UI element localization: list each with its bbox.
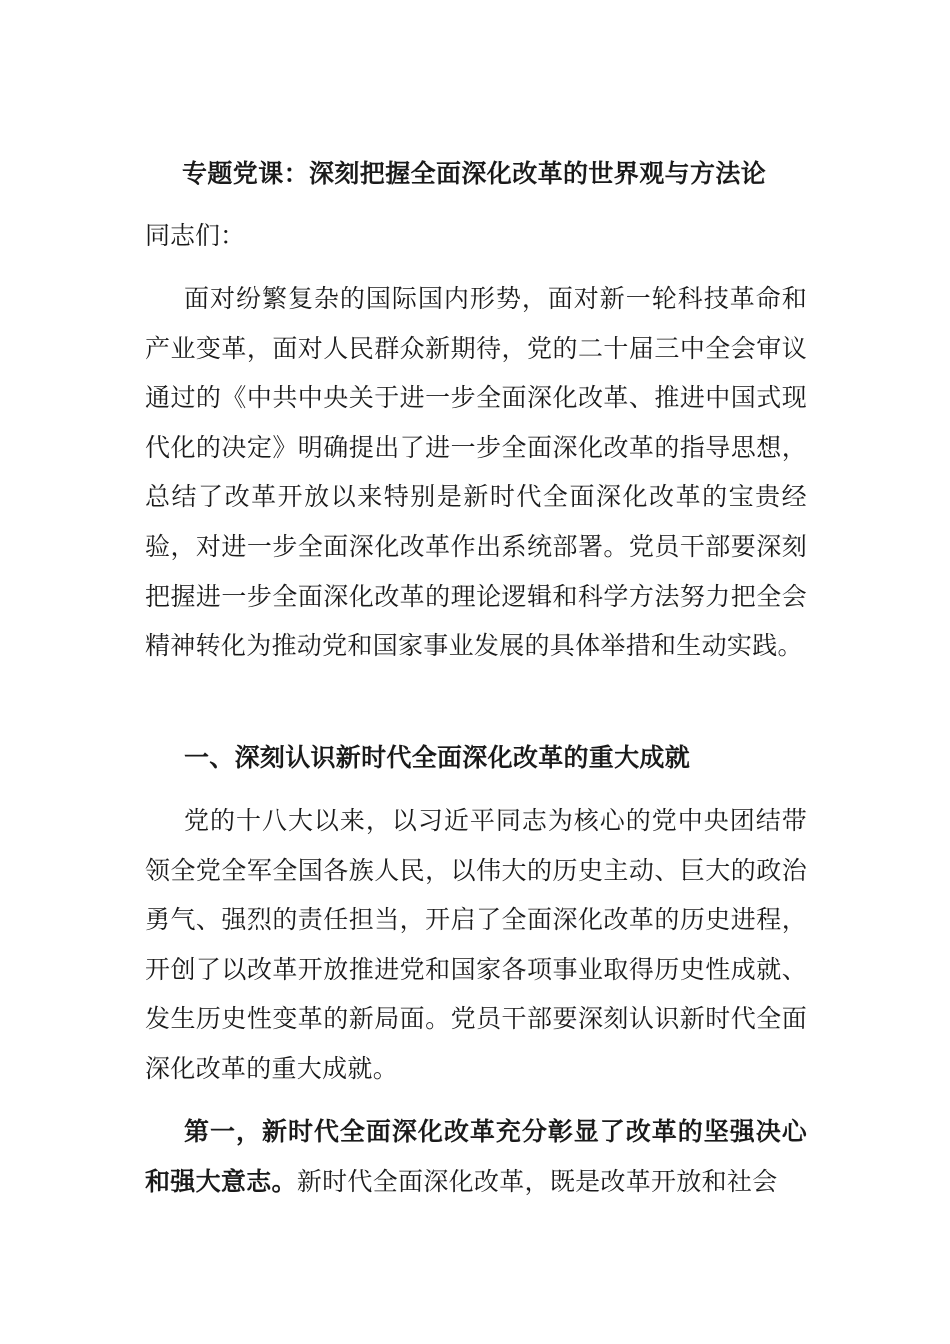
paragraph-intro: 面对纷繁复杂的国际国内形势，面对新一轮科技革命和产业变革，面对人民群众新期待，党的二十届三中全会审议通过的《中共中央关于进一步全面深化改革、推进中国式现代化的决定》明确提出了进一步全面深化改革的指导思想，总结了改革开放以来特别是新时代全面深化改革的宝贵经验，对进一步全面深化改革作出系统部署。党员干部要深刻把握进一步全面深化改革的理论逻辑和科学方法努力把全会精神转化为推动党和国家事业发展的具体举措和生动实践。 bbox=[145, 284, 807, 661]
document-title: 专题党课：深刻把握全面深化改革的世界观与方法论 bbox=[182, 159, 767, 188]
section-heading: 一、深刻认识新时代全面深化改革的重大成就 bbox=[184, 743, 691, 772]
point-1-text: 新时代全面深化改革，既是改革开放和社会 bbox=[296, 1166, 778, 1196]
paragraph-point-1 bbox=[145, 1107, 807, 1205]
paragraph-achievements: 党的十八大以来，以习近平同志为核心的党中央团结带领全党全军全国各族人民，以伟大的历史主动、巨大的政治勇气、强烈的责任担当，开启了全面深化改革的历史进程，开创了以改革开放推进党和国家各项事业取得历史性成就、发生历史性变革的新局面。党员干部要深刻认识新时代全面深化改革的重大成就。 bbox=[145, 806, 807, 1083]
salutation: 同志们： bbox=[145, 221, 246, 250]
point-1-bold-lead: 第一，新时代全面深化改革充分彰显了改革的坚强决心和强大意志。 bbox=[145, 1117, 807, 1196]
